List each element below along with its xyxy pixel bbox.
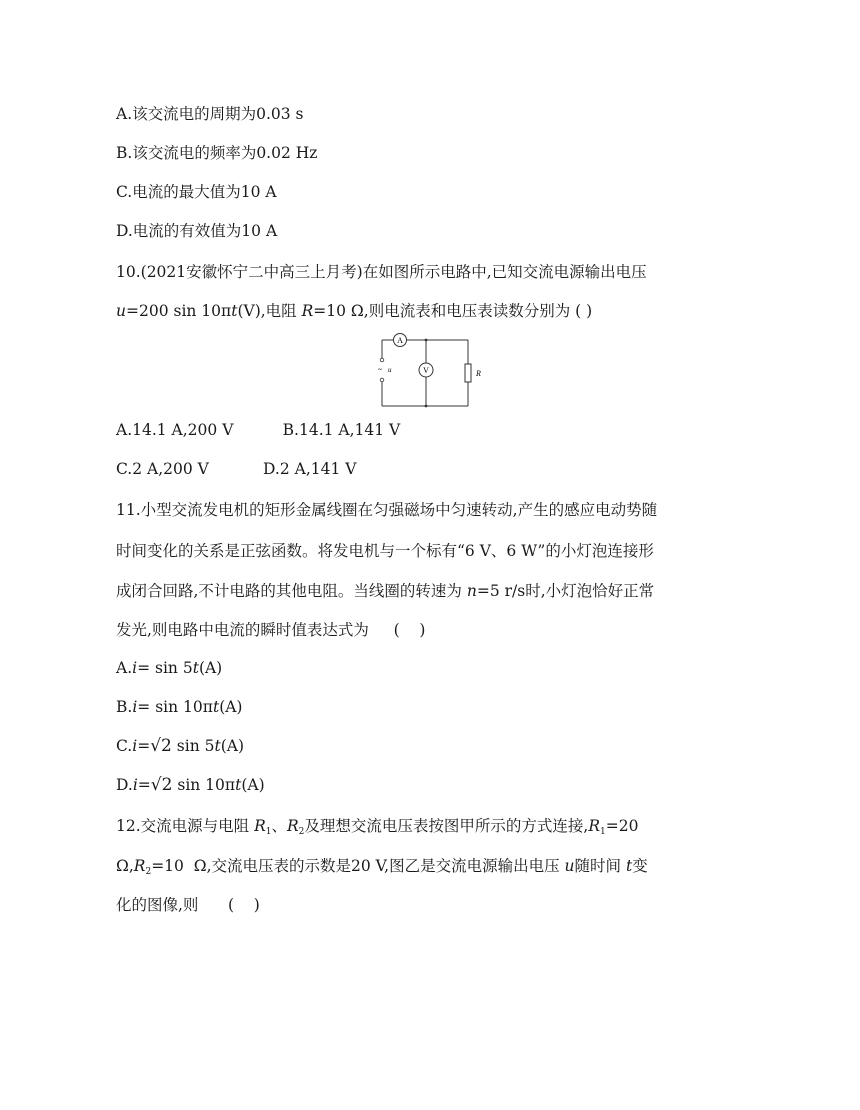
var-i: i bbox=[132, 698, 138, 716]
text: = bbox=[137, 776, 151, 794]
source-label: u bbox=[388, 366, 392, 374]
var-t: t bbox=[212, 698, 220, 716]
label: D. bbox=[116, 776, 133, 794]
var-t: t bbox=[231, 302, 238, 320]
text: 12.交流电源与电阻 bbox=[116, 817, 255, 835]
var-r1: R bbox=[588, 817, 601, 835]
var-i: i bbox=[132, 776, 138, 794]
subscript: 1 bbox=[600, 827, 606, 837]
text: =5 r/s时,小灯泡恰好正常 bbox=[476, 582, 655, 600]
text: = sin 10π bbox=[137, 698, 213, 716]
q10-options-row1: A.14.1 A,200 V B.14.1 A,141 V bbox=[116, 421, 401, 439]
var-i: i bbox=[132, 659, 138, 677]
q11-option-d bbox=[116, 775, 265, 795]
text: Ω, bbox=[116, 857, 134, 875]
text: (A) bbox=[220, 737, 245, 755]
label: B. bbox=[116, 698, 133, 716]
q10-stem-line2 bbox=[116, 301, 592, 321]
subscript: 2 bbox=[145, 867, 152, 877]
q10-circuit-diagram bbox=[372, 330, 481, 410]
var-u: u bbox=[564, 857, 575, 875]
q12-stem-line3: 化的图像,则 ( ) bbox=[116, 896, 260, 914]
q9-option-d: D.电流的有效值为10 A bbox=[116, 222, 278, 240]
text: (V),电阻 bbox=[237, 302, 302, 320]
q11-stem-line3 bbox=[116, 581, 654, 601]
var-i: i bbox=[132, 737, 138, 755]
q12-stem-line1 bbox=[116, 816, 638, 842]
q11-stem-line4: 发光,则电路中电流的瞬时值表达式为 ( ) bbox=[116, 621, 426, 639]
q10-stem-line1: 10.(2021安徽怀宁二中高三上月考)在如图所示电路中,已知交流电源输出电压 bbox=[116, 263, 647, 281]
text: 随时间 bbox=[574, 857, 626, 875]
resistor-label: R bbox=[476, 369, 481, 378]
q11-option-b bbox=[116, 697, 242, 717]
var-u: u bbox=[116, 302, 126, 320]
q11-stem-line1: 11.小型交流发电机的矩形金属线圈在匀强磁场中匀速转动,产生的感应电动势随 bbox=[116, 501, 658, 519]
label: A. bbox=[116, 659, 133, 677]
resistor-symbol bbox=[465, 364, 471, 382]
text: (A) bbox=[198, 659, 223, 677]
sqrt-2: √2 bbox=[150, 736, 172, 756]
text: = sin 5 bbox=[137, 659, 193, 677]
text: sin 10π bbox=[172, 776, 236, 794]
voltmeter-label: V bbox=[423, 366, 429, 375]
source-symbol: ~ bbox=[377, 365, 383, 374]
subscript: 2 bbox=[298, 827, 305, 837]
text: 成闭合回路,不计电路的其他电阻。当线圈的转速为 bbox=[116, 582, 467, 600]
text: sin 5 bbox=[171, 737, 215, 755]
text: 变 bbox=[632, 857, 648, 875]
var-t: t bbox=[235, 776, 242, 794]
text: (A) bbox=[241, 776, 265, 794]
text: = bbox=[137, 737, 151, 755]
q11-option-c bbox=[116, 736, 244, 756]
q9-option-b: B.该交流电的频率为0.02 Hz bbox=[116, 144, 318, 162]
text: =10 Ω,则电流表和电压表读数分别为 ( ) bbox=[313, 302, 593, 320]
var-r1: R bbox=[254, 817, 266, 835]
q11-option-a bbox=[116, 658, 222, 678]
q12-stem-line2 bbox=[116, 856, 648, 882]
var-t: t bbox=[192, 659, 199, 677]
var-n: n bbox=[466, 582, 477, 600]
subscript: 1 bbox=[265, 827, 272, 837]
var-r: R bbox=[301, 302, 314, 320]
q9-option-a: A.该交流电的周期为0.03 s bbox=[116, 105, 304, 123]
text: 及理想交流电压表按图甲所示的方式连接, bbox=[304, 817, 589, 835]
q9-option-c: C.电流的最大值为10 A bbox=[116, 183, 277, 201]
var-t: t bbox=[625, 857, 633, 875]
label: C. bbox=[116, 737, 133, 755]
var-r2: R bbox=[287, 817, 299, 835]
text: (A) bbox=[219, 698, 243, 716]
var-r2: R bbox=[133, 857, 146, 875]
q11-stem-line2: 时间变化的关系是正弦函数。将发电机与一个标有“6 V、6 W”的小灯泡连接形 bbox=[116, 542, 654, 560]
text: =20 bbox=[605, 817, 639, 835]
text: =10 Ω,交流电压表的示数是20 V,图乙是交流电源输出电压 bbox=[151, 857, 565, 875]
q10-options-row2: C.2 A,200 V D.2 A,141 V bbox=[116, 460, 357, 478]
text: 、 bbox=[271, 817, 287, 835]
var-t: t bbox=[214, 737, 221, 755]
text: =200 sin 10π bbox=[125, 302, 232, 320]
sqrt-2: √2 bbox=[150, 775, 173, 795]
ammeter-label: A bbox=[397, 336, 403, 345]
